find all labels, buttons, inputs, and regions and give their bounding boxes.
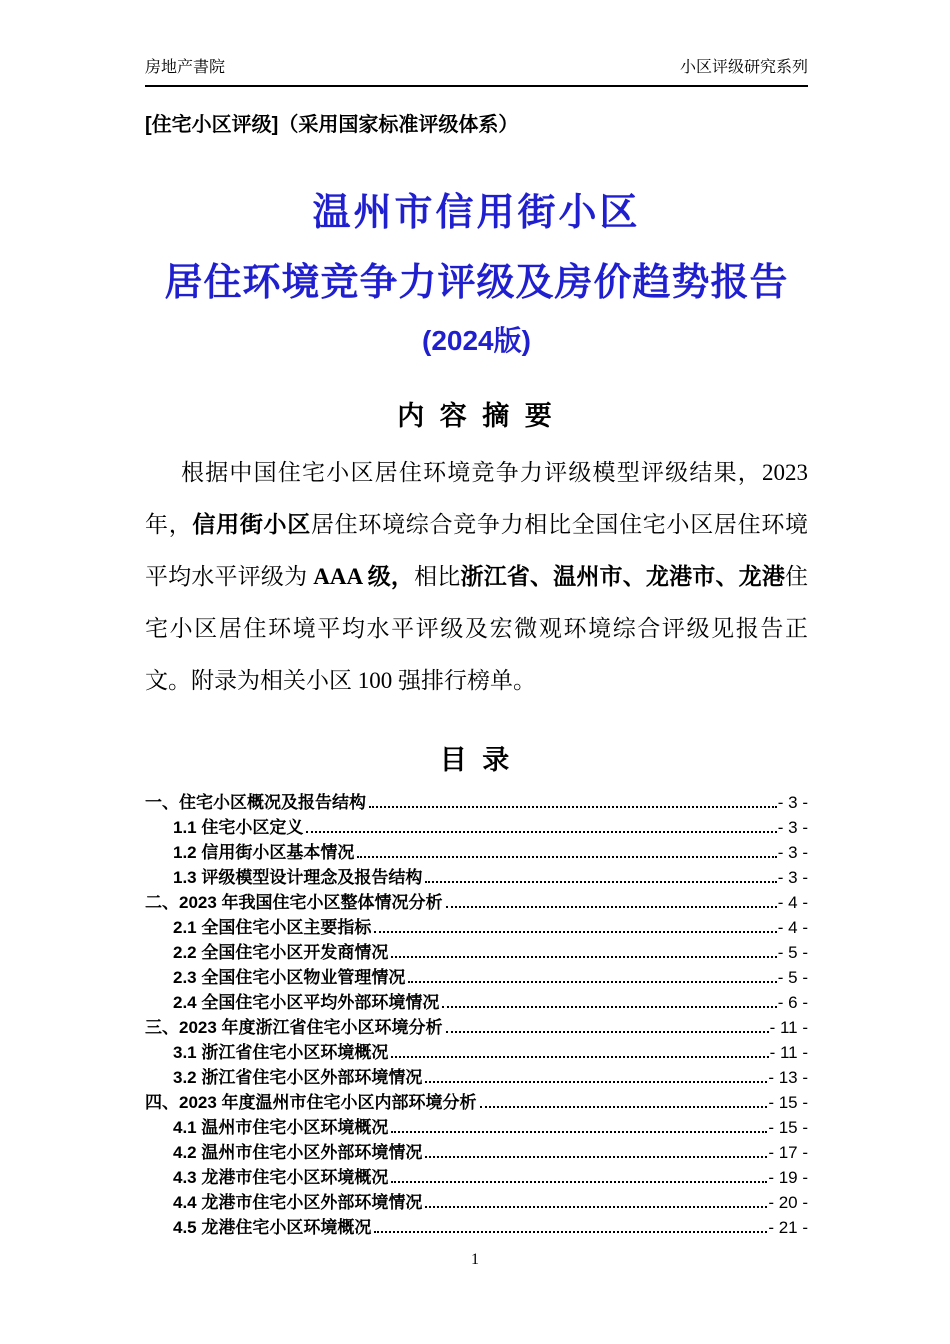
toc-dot-leader — [391, 1056, 768, 1058]
toc-dot-leader — [306, 831, 776, 833]
toc-item[interactable] — [145, 1014, 808, 1039]
toc-item[interactable] — [145, 839, 808, 864]
abstract-bold-run: 浙江省、温州市、龙港市、龙港 — [460, 564, 786, 589]
toc-dot-leader — [357, 856, 776, 858]
toc-item-label: 一、住宅小区概况及报告结构 — [145, 793, 366, 812]
toc-item-page: - 4 - — [777, 918, 808, 937]
toc-item-page: - 15 - — [768, 1118, 808, 1137]
toc-item[interactable] — [145, 914, 808, 939]
toc-dot-leader — [408, 981, 776, 983]
toc-item-page: - 17 - — [768, 1143, 808, 1162]
abstract-bold-run: 信用街小区 — [192, 512, 311, 537]
toc-item[interactable] — [145, 814, 808, 839]
toc-item-page: - 15 - — [768, 1093, 808, 1112]
toc-heading: 目 录 — [439, 745, 514, 775]
toc-item-label: 1.3 评级模型设计理念及报告结构 — [173, 868, 423, 887]
toc-item[interactable] — [145, 939, 808, 964]
toc-dot-leader — [425, 1156, 767, 1158]
toc-item-label: 三、2023 年度浙江省住宅小区环境分析 — [145, 1018, 443, 1037]
toc-item[interactable] — [145, 964, 808, 989]
toc-dot-leader — [374, 1231, 767, 1233]
toc-item-page: - 5 - — [777, 968, 808, 987]
toc-item-label: 2.1 全国住宅小区主要指标 — [173, 918, 372, 937]
toc-item[interactable] — [145, 1164, 808, 1189]
toc-item-page: - 3 - — [777, 818, 808, 837]
toc-dot-leader — [442, 1006, 776, 1008]
toc-item-page: - 6 - — [777, 993, 808, 1012]
toc-item-page: - 21 - — [768, 1218, 808, 1237]
toc-dot-leader — [446, 906, 777, 908]
toc-item[interactable] — [145, 1089, 808, 1114]
toc-item[interactable] — [145, 889, 808, 914]
toc-item-label: 3.1 浙江省住宅小区环境概况 — [173, 1043, 389, 1062]
toc-item-label: 3.2 浙江省住宅小区外部环境情况 — [173, 1068, 423, 1087]
toc-item-page: - 5 - — [777, 943, 808, 962]
toc-item-label: 4.1 温州市住宅小区环境概况 — [173, 1118, 389, 1137]
toc-item-label: 四、2023 年度温州市住宅小区内部环境分析 — [145, 1093, 477, 1112]
toc-item-label: 4.5 龙港住宅小区环境概况 — [173, 1218, 372, 1237]
toc-item[interactable] — [145, 1039, 808, 1064]
rating-system-subtitle: [住宅小区评级]（采用国家标准评级体系） — [145, 114, 519, 136]
toc-dot-leader — [391, 956, 776, 958]
toc-dot-leader — [374, 931, 776, 933]
toc-item-page: - 3 - — [777, 843, 808, 862]
abstract-run: 住宅小区居住环境平均水平评级及宏微观环境综合评级见报告正文。附录为相关小区 100 强排行榜单。 — [145, 564, 809, 693]
toc-item[interactable] — [145, 864, 808, 889]
toc-list — [145, 789, 808, 1239]
toc-dot-leader — [425, 881, 776, 883]
toc-item-label: 4.4 龙港市住宅小区外部环境情况 — [173, 1193, 423, 1212]
page-number: 1 — [471, 1251, 479, 1268]
toc-item-page: - 19 - — [768, 1168, 808, 1187]
toc-dot-leader — [391, 1181, 767, 1183]
toc-item[interactable] — [145, 1214, 808, 1239]
toc-item-page: - 20 - — [768, 1193, 808, 1212]
toc-item-page: - 3 - — [777, 793, 808, 812]
toc-item-label: 4.2 温州市住宅小区外部环境情况 — [173, 1143, 423, 1162]
toc-dot-leader — [391, 1131, 767, 1133]
toc-item-label: 2.4 全国住宅小区平均外部环境情况 — [173, 993, 440, 1012]
toc-item-label: 4.3 龙港市住宅小区环境概况 — [173, 1168, 389, 1187]
toc-dot-leader — [446, 1031, 769, 1033]
page-header — [145, 58, 808, 87]
report-title-line1: 温州市信用街小区 — [312, 192, 641, 234]
toc-item[interactable] — [145, 789, 808, 814]
header-left-text: 房地产書院 — [145, 59, 226, 76]
toc-item[interactable] — [145, 1114, 808, 1139]
toc-item[interactable] — [145, 1139, 808, 1164]
toc-item[interactable] — [145, 1064, 808, 1089]
toc-item-page: - 11 - — [769, 1043, 808, 1062]
report-title-line2: 居住环境竞争力评级及房价趋势报告 — [164, 262, 789, 304]
toc-dot-leader — [369, 806, 777, 808]
report-version: (2024版) — [422, 325, 531, 356]
toc-item-label: 2.2 全国住宅小区开发商情况 — [173, 943, 389, 962]
toc-item-label: 1.2 信用街小区基本情况 — [173, 843, 355, 862]
toc-item-label: 1.1 住宅小区定义 — [173, 818, 304, 837]
toc-item-page: - 3 - — [777, 868, 808, 887]
toc-item[interactable] — [145, 1189, 808, 1214]
toc-item-page: - 11 - — [769, 1018, 808, 1037]
toc-item-page: - 13 - — [768, 1068, 808, 1087]
abstract-heading: 内 容 摘 要 — [397, 401, 556, 431]
toc-dot-leader — [425, 1081, 767, 1083]
abstract-run: 根据中国住宅小区居住环境竞争力评级模型评级结果，2023 年， — [145, 460, 808, 537]
abstract-paragraph — [145, 447, 808, 707]
toc-item[interactable] — [145, 989, 808, 1014]
abstract-run: 相比 — [414, 564, 461, 589]
toc-dot-leader — [480, 1106, 768, 1108]
header-right-text: 小区评级研究系列 — [679, 59, 808, 76]
toc-dot-leader — [425, 1206, 767, 1208]
toc-item-label: 二、2023 年我国住宅小区整体情况分析 — [145, 893, 443, 912]
toc-item-page: - 4 - — [777, 893, 808, 912]
toc-item-label: 2.3 全国住宅小区物业管理情况 — [173, 968, 406, 987]
abstract-run: 居住环境综合竞争力相比全国住宅小区居住环境平均水平评级为 — [145, 512, 809, 589]
abstract-bold-run: AAA 级， — [313, 564, 415, 589]
